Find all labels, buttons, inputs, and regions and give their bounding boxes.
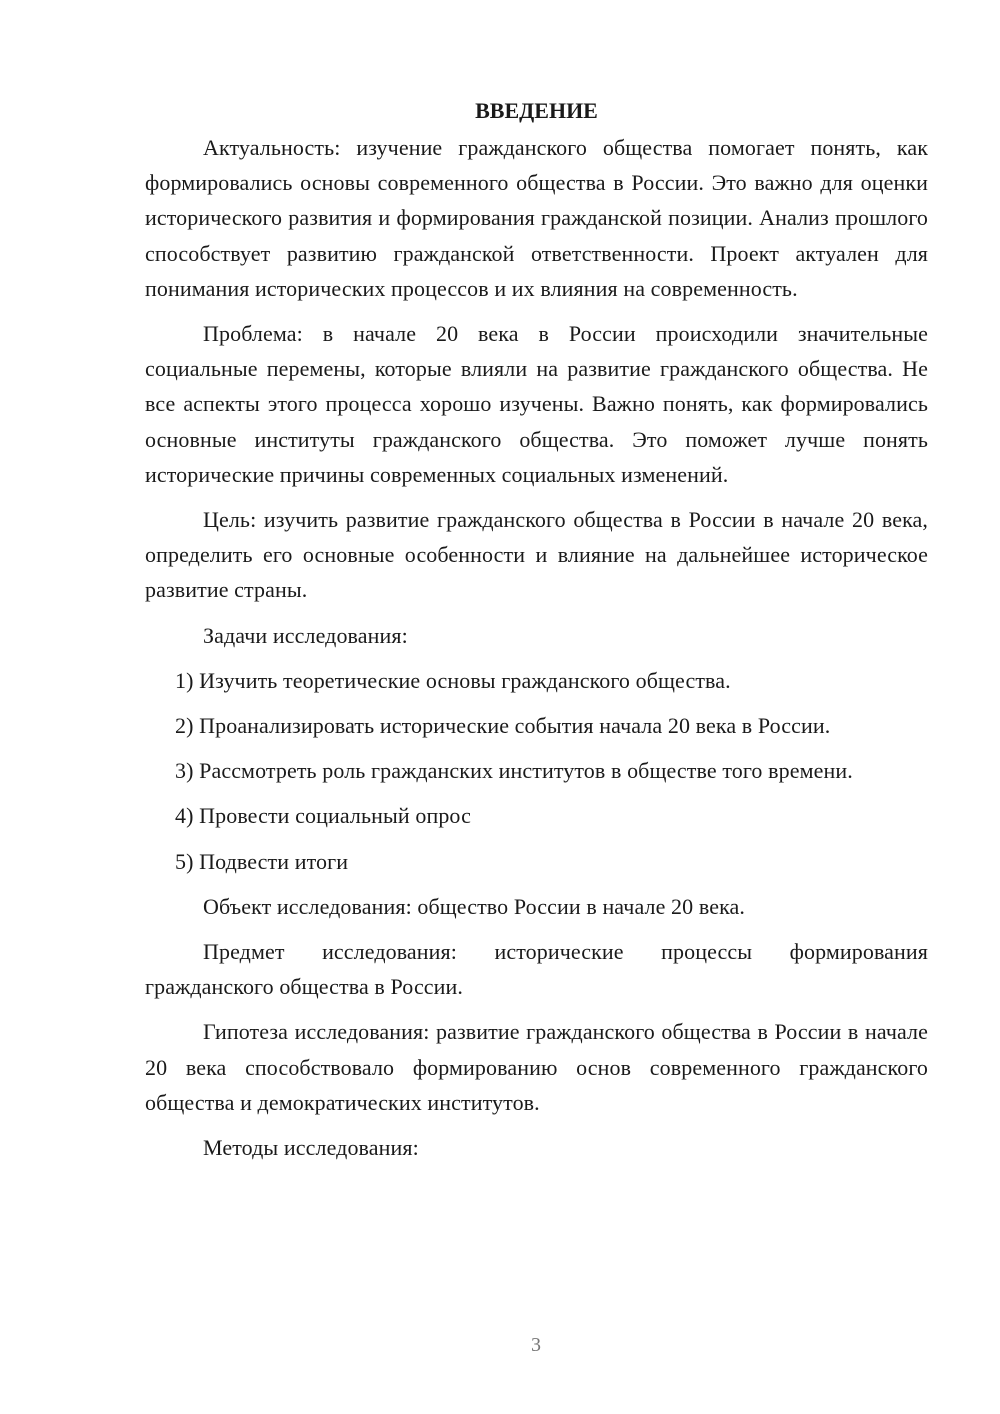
subject-paragraph: Предмет исследования: исторические процессы формирования гражданского общества в России. [145,939,928,1000]
section-title: ВВЕДЕНИЕ [475,98,598,123]
task-item-5: 5) Подвести итоги [175,848,349,874]
task-item-1: 1) Изучить теоретические основы гражданского общества. [175,667,731,693]
goal-paragraph: Цель: изучить развитие гражданского общества в России в начале 20 века, определить его основные особенности и влияние на дальнейшее историческое развитие страны. [145,507,928,603]
object-paragraph: Объект исследования: общество России в начале 20 века. [203,893,746,919]
relevance-paragraph: Актуальность: изучение гражданского общества помогает понять, как формировались основы современного общества в России. Это важно для оценки исторического развития и формирования гражданской позиции. Анализ прошлого способствует развитию гражданской ответственности. Проект актуален для понимания исторических процессов и их влияния на современность. [145,135,928,301]
task-item-3: 3) Рассмотреть роль гражданских институтов в обществе того времени. [175,758,853,784]
document-page [145,96,928,1175]
tasks-heading: Задачи исследования: [203,622,408,648]
problem-paragraph: Проблема: в начале 20 века в России происходили значительные социальные перемены, которые влияли на развитие гражданского общества. Не все аспекты этого процесса хорошо изучены. Важно понять, как формировались основные институты гражданского общества. Это поможет лучше понять исторические причины современных социальных изменений. [145,321,928,487]
task-item-2: 2) Проанализировать исторические события начала 20 века в России. [175,713,831,739]
page-number: 3 [531,1334,541,1356]
task-item-4: 4) Провести социальный опрос [175,803,471,829]
methods-heading: Методы исследования: [203,1135,419,1161]
hypothesis-paragraph: Гипотеза исследования: развитие гражданского общества в России в начале 20 века способствовало формированию основ современного гражданского общества и демократических институтов. [145,1019,928,1115]
